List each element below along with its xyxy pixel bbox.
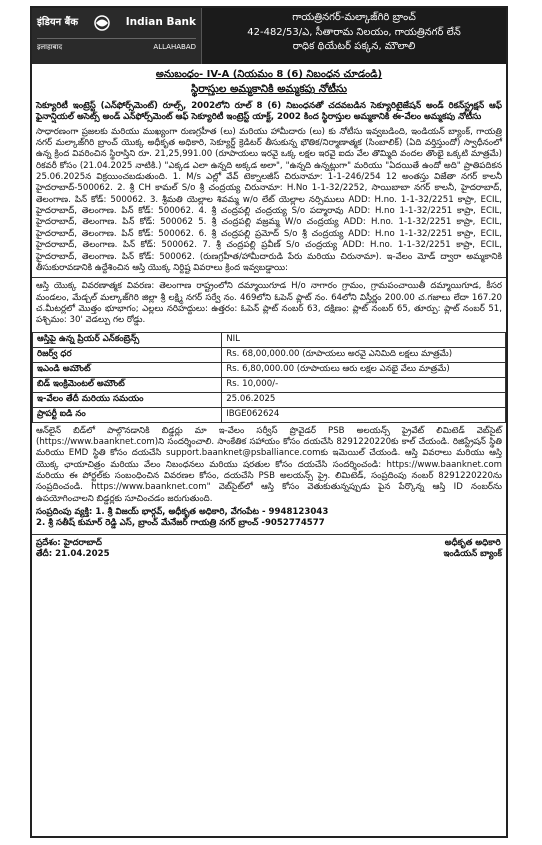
property-description: ఆస్తి యొక్క వివరణాత్మక వివరణ: తెలంగాణ రాష్ట్రంలోని దమ్మాయిగూడ H/o నాగారం గ్రామం, గ్రామపంచాయితీ దమ్మాయిగూడ, కీసర మండలం, మేడ్చల్ మల్కాజ్‌గిరి జిల్లా శ్రీ లక్ష్మి నగర్ సర్వే నం. 469లోని ఓపెన్ ప్లాట్ నం. 64లోని విస్తీర్ణం 200.00 చ.గజాలు లేదా 167.20 చ.మీటర్లలో మొత్తం భూభాగం; ఎల్లలు నరిహద్దులు: ఉత్తరం: ఓపెన్ ప్లాట్ నంబర్ 63, దక్షిణం: ప్లాట్ నంబర్ 65, తూర్పు: ప్లాట్ నంబర్ 51, పశ్చిమం: 30' వెడల్పు గల రోడ్డు. [32, 277, 506, 329]
auction-details-table [32, 332, 506, 423]
row-value: 25.06.2025 [222, 392, 506, 407]
row-label: బిడ్ ఇంక్రిమెంటల్ అమౌంట్ [33, 377, 222, 392]
date-text: తేదీ: 21.04.2025 [36, 549, 110, 560]
row-value: Rs. 68,00,000.00 (రూపాయలు అరవై ఎనిమిది లక్షలు మాత్రమే) [222, 347, 506, 362]
branch-address [202, 8, 506, 64]
bank-name-hindi: इंडियन बैंक [37, 17, 79, 29]
row-value: Rs. 6,80,000.00 (రూపాయలు ఆరు లక్షల ఎనభై వేలు మాత్రమే) [222, 362, 506, 377]
branch-line-3: రాధిక థియేటర్ పక్కన, మౌలాలి [292, 41, 416, 52]
authorised-officer: అధీకృత అధికారి [444, 537, 501, 548]
branch-line-1: గాయత్రినగర్-మల్కాజ్‌గిరి బ్రాంచ్ [292, 12, 416, 23]
table-row [33, 362, 506, 377]
row-value: IBGE062624 [222, 407, 506, 422]
bank-tag-english: ALLAHABAD [153, 43, 196, 51]
row-label: ప్రాపర్టీ ఐడి నం [33, 407, 222, 422]
table-row [33, 407, 506, 422]
row-label: ఇఎండి అమౌంట్ [33, 362, 222, 377]
contact-line-1: 1. శ్రీ విజయ్ భార్గవ్, అధీకృత అధికారి, వేగంపేట - 9948123043 [95, 506, 329, 517]
bank-name-english: Indian Bank [125, 16, 196, 29]
intro-paragraph: సెక్యూరిటీ ఇంట్రెస్ట్ (ఎన్‌ఫోర్స్‌మెంట్) రూల్స్, 2002లోని రూల్ 8 (6) నిబంధనతో చదవబడిన సెక్యూరిటైజేషన్ అండ్ రికన్‌స్ట్రక్షన్ ఆఫ్ ఫైనాన్షియల్ అసెట్స్ అండ్ ఎన్‌ఫోర్స్‌మెంట్ ఆఫ్ సెక్యూరిటీ ఇంట్రెస్ట్ యాక్ట్, 2002 కింద స్థిరాస్తుల అమ్మకానికి ఈ-వేలం అమ్మకపు నోటీసు [36, 101, 502, 123]
bank-logo [32, 8, 202, 64]
contact-block [32, 505, 506, 532]
place-text: ప్రదేశం: హైదరాబాద్ [36, 537, 102, 548]
row-label: ఆస్తిపై ఉన్న ప్రియర్ ఎన్‌కంబ్రెన్స్ [33, 332, 222, 347]
bank-emblem-icon [91, 14, 113, 32]
table-row [33, 392, 506, 407]
body-paragraph: సాధారణంగా ప్రజలకు మరియు ముఖ్యంగా రుణగ్రహీత (లు) మరియు హామీదారు (లు) కు నోటీసు ఇవ్వబడింది, ఇండియన్ బ్యాంక్, గాయత్రి నగర్ మల్కాజ్‌గిరి బ్రాంచ్ యొక్క అధీకృత అధికారి, సెక్యూర్డ్ క్రెడిటర్ తీసుకున్న భౌతిక/నిర్మాణాత్మక (సింబాలిక్) (ఏది వర్తిస్తుందో) స్వాధీనంలో ఉన్న క్రింద వివరించిన స్థిరాస్తిని రూ. 21,25,991.00 (రూపాయలు ఇరవై ఒక్క లక్షల ఇరవై ఐదు వేల తొమ్మిది వందల తొంభై ఒక్కటి మాత్రమే) రికవరీ కోసం (21.04.2025 నాటికి.) "ఎక్కడ ఎలా ఉన్నది అక్కడ అలా", "ఉన్నది ఉన్నట్లుగా" మరియు "ఏదయితే ఉందో అది" ప్రాతిపదికన 25.06.2025న విక్రయించబడుతుంది. 1. M/s ఎల్లో వేవ్ టెక్నాలజీస్ చిరునామా: 1-1-246/254 12 అంతస్తు విజేతా నగర్ కాలనీ హైదరాబాద్-500062. 2. శ్రీ CH కామల్ S/o శ్రీ చంద్రయ్య చిరునామా: H.No 1-1-32/2252, సాయిబాబా నగర్ కాలనీ, హైదరాబాద్, తెలంగాణ. పిన్ కోడ్: 500062. 3. శ్రీమతి యెల్లాల శివమ్మ w/o లేట్ యెల్లాల నర్సిములు ADD: H.no. 1-1-32/2251 కాప్రా, ECIL, హైదరాబాద్, తెలంగాణ. పిన్ కోడ్: 500062. 4. శ్రీ చంద్రపల్లి చంద్రయ్య S/o పద్మారావు ADD: H.no 1-1-32/2251 కాప్రా, ECIL, హైదరాబాద్, తెలంగాణ. పిన్ కోడ్: 500062 5. శ్రీ చంద్రపల్లి వజ్రమ్మ W/o చంద్రయ్య ADD: H.no. 1-1-32/2251 కాప్రా, ECIL, హైదరాబాద్, తెలంగాణ. పిన్ కోడ్: 500062. 6. శ్రీ చంద్రపల్లి ప్రమోద్ S/o శ్రీ చంద్రయ్య ADD: H.no 1-1-32/2251 కాప్రా, ECIL, హైదరాబాద్, తెలంగాణ. పిన్ కోడ్: 500062. 7. శ్రీ చంద్రపల్లి ప్రవీణ్ S/o చంద్రయ్య ADD: H.no. 1-1-32/2251 కాప్రా, ECIL, హైదరాబాద్, తెలంగాణ. పిన్ కోడ్: 500062. (రుణగ్రహీత/హామీదారుడి పేరు మరియు చిరునామా). ఇ-వేలం మోడ్ ద్వారా అమ్మకానికి తీసుకురావడానికి ఉద్దేశించిన ఆస్తి యొక్క నిర్దిష్ట వివరాలు క్రింద ఇవ్వబడ్డాయి: [36, 126, 503, 273]
table-row [33, 347, 506, 362]
row-label: ఇ-వేలం తేదీ మరియు సమయం [33, 392, 222, 407]
footer-paragraph: ఆన్‌లైన్ బిడ్‌లో పాల్గొనడానికి బిడ్డర్లు మా ఇ-వేలం సర్వీస్ ప్రొవైడర్ PSB అలయన్స్ ప్రైవేట్ లిమిటెడ్ వెబ్‌సైట్ (https://www.baanknet.com)ని సందర్శించాలి. సాంకేతిక సహాయం కోసం దయచేసి 8291220220కు కాల్ చేయండి. రిజిస్ట్రేషన్ స్థితి మరియు EMD స్థితి కోసం దయచేసి support.baanknet@psballiance.comకు ఇమెయిల్ చేయండి. ఆస్తి వివరాలు మరియు ఆస్తి యొక్క ఛాయాచిత్రం మరియు వేలం నిబంధనలు మరియు షరతుల కోసం దయచేసి సందర్శించండి: https://www.baanknet.com మరియు ఈ పోర్టల్‌కు సంబంధించిన వివరణల కోసం, దయచేసి PSB అలయన్స్ ప్రై. లిమిటెడ్, సంప్రదింపు నంబర్ 8291220220ను సంప్రదించండి. https://www.baanknet.com" వెబ్‌సైట్‌లో ఆస్తి కోసం వెతుకుతున్నప్పుడు పైన పేర్కొన్న ఆస్తి ID నంబర్‌ను ఉపయోగించాలని బిడ్డర్లకు సూచించడం జరుగుతుంది. [36, 425, 502, 504]
row-value: NIL [222, 332, 506, 347]
contact-label: సంప్రదింపు వ్యక్తి: [36, 506, 93, 517]
row-label: రిజర్వ్ ధర [33, 347, 222, 362]
signature-bank: ఇండియన్ బ్యాంక్ [443, 549, 502, 560]
notice-frame [30, 6, 508, 838]
branch-line-2: 42-482/53/ఎ, సీతారామ నిలయం, గాయత్రినగర్ లేన్ [247, 26, 461, 38]
annexure-heading: అనుబంధం- IV-A (నియమం 8 (6) నిబంధన చూడండి) [155, 69, 383, 80]
notice-title: స్థిరాస్తుల అమ్మకానికి అమ్మకపు నోటీసు [190, 83, 348, 96]
bank-tag-hindi: इलाहाबाद [37, 43, 63, 51]
contact-line-2: 2. శ్రీ సతీష్ కుమార్ రెడ్డి ఎస్, బ్రాంచ్ మేనేజర్ గాయత్రి నగర్ బ్రాంచ్ -9052774577 [36, 518, 325, 529]
signature-row [32, 534, 506, 564]
notice-header [32, 8, 506, 64]
table-row [33, 377, 506, 392]
table-row [33, 332, 506, 347]
row-value: Rs. 10,000/- [222, 377, 506, 392]
